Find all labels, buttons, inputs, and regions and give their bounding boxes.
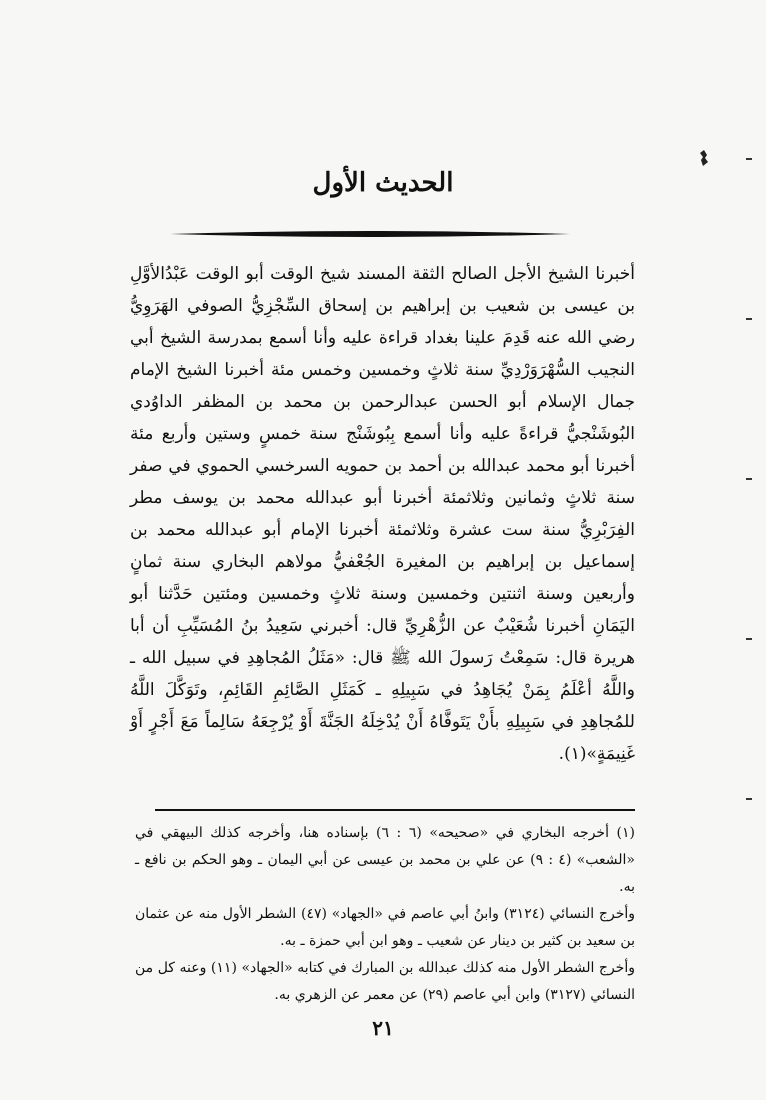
footnotes (135, 820, 635, 1009)
margin-tick (746, 798, 752, 800)
margin-tick (746, 318, 752, 320)
hadith-text (130, 258, 635, 770)
hadith-paragraph: أخبرنا الشيخ الأجل الصالح الثقة المسند شيخ الوقت أبو الوقت عَبْدُالأوَّلِ بن عيسى بن شعيب بن إبراهيم بن إسحاق السِّجْزِيُّ الصوفي الهَرَوِيُّ رضي الله عنه قَدِمَ علينا بغداد قراءة عليه وأنا أسمع بمدرسة الشيخ أبي النجيب السُّهْرَوَرْدِيِّ سنة ثلاثٍ وخمسين وخمس مئة أخبرنا الشيخ الإمام جمال الإسلام أبو الحسن عبدالرحمن بن محمد بن المظفر الداوُدي البُوشَنْجيُّ قراءةً عليه وأنا أسمع بِبُوشَنْج سنة خمسٍ وستين وأربع مئة أخبرنا أبو محمد عبدالله بن أحمد بن حمويه السرخسي الحموي في صفر سنة ثلاثٍ وثمانين وثلاثمئة أخبرنا أبو عبدالله محمد بن يوسف مطر الفِرَبْرِيُّ سنة ست عشرة وثلاثمئة أخبرنا الإمام أبو عبدالله محمد بن إسماعيل بن إبراهيم بن المغيرة الجُعْفيُّ مولاهم البخاري سنة ثمانٍ وأربعين وسنة اثنتين وخمسين وسنة ثلاثٍ وخمسين ومئتين حَدَّثنا أبو اليَمَانِ أخبرنا شُعَيْبٌ عن الزُّهْرِيِّ قال: أخبرني سَعِيدُ بنُ المُسَيِّبِ أن أبا هريرة قال: سَمِعْتُ رَسولَ الله ﷺ قال: «مَثَلُ المُجاهِدِ في سبيل الله ـ واللَّهُ أعْلَمُ بِمَنْ يُجَاهِدُ في سَبِيلِهِ ـ كَمَثَلِ الصَّائِمِ القَائِمِ، وتَوَكَّلَ اللَّهُ للمُجاهِدِ في سَبِيلِهِ بأَنْ يَتَوفَّاهُ أَنْ يُدْخِلَهُ الجَنَّةَ أَوْ يُرْجِعَهُ سَالِماً مَعَ أَجْرٍ أَوْ غَنِيمَةٍ»(١). (130, 264, 635, 764)
footnote-line: وأخرج النسائي (٣١٢٤) وابنُ أبي عاصم في «الجهاد» (٤٧) الشطر الأول منه عن عثمان بن سعيد بن كثير بن دينار عن شعيب ـ وهو ابن أبي حمزة ـ به. (135, 906, 636, 949)
ink-mark (700, 150, 708, 166)
margin-tick (746, 478, 752, 480)
margin-tick (746, 158, 752, 160)
page-number: ٢١ (372, 1016, 394, 1040)
footnote-line: (١) أخرجه البخاري في «صحيحه» (٦ : ٦) بإسناده هنا، وأخرجه كذلك البيهقي في «الشعب» (٤ : ٩) عن علي بن محمد بن عيسى عن أبي اليمان ـ وهو الحكم بن نافع ـ به. (135, 825, 635, 895)
title-ornament (170, 226, 570, 242)
footnote-line: وأخرج الشطر الأول منه كذلك عبدالله بن المبارك في كتابه «الجهاد» (١١) وعنه كل من النسائي (٣١٢٧) وابن أبي عاصم (٢٩) عن معمر عن الزهري به. (135, 960, 635, 1003)
margin-tick (746, 638, 752, 640)
chapter-title: الحديث الأول (312, 168, 454, 198)
footnote-divider (155, 809, 635, 811)
